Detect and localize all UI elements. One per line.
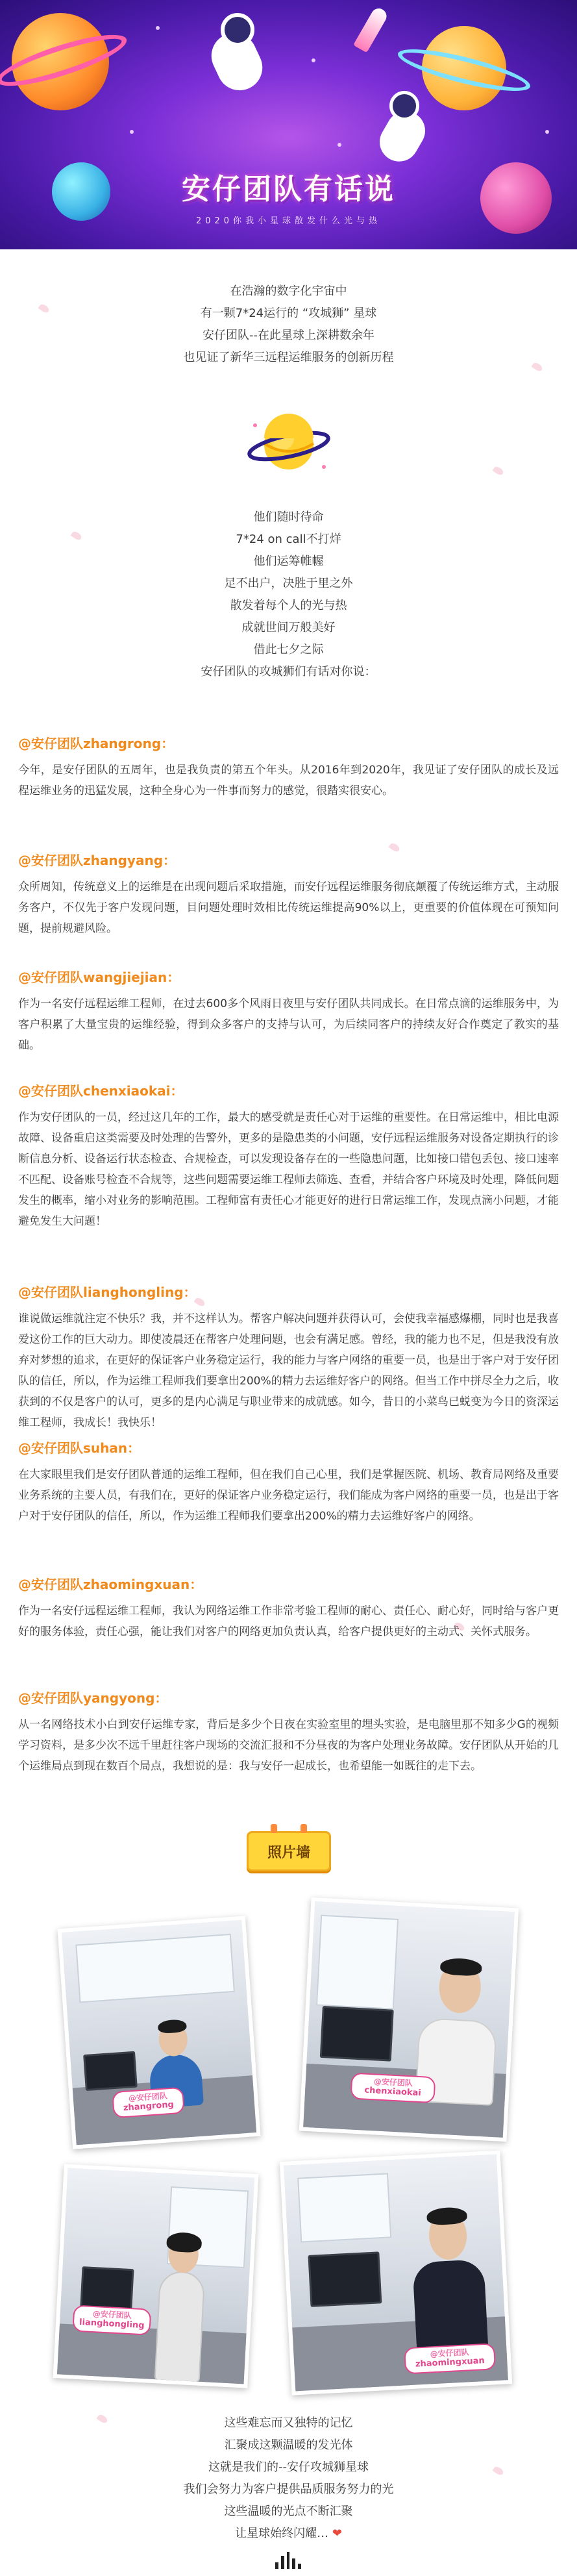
- hero-banner: [0, 0, 577, 249]
- closing-line: 我们会努力为客户提供品质服务努力的光: [183, 2482, 394, 2496]
- bar-segment: [287, 2552, 290, 2569]
- photo-tag-team: @安仔团队: [373, 2077, 413, 2088]
- message-author: @安仔团队zhangyang：: [18, 853, 177, 868]
- banner-subtitle: 2020你我小星球散发什么光与热: [195, 216, 382, 226]
- intro-line: 安仔团队--在此星球上深耕数余年: [203, 329, 374, 342]
- photo-tag: [350, 2072, 436, 2103]
- motto-line: 成就世间万般美好: [241, 621, 336, 634]
- astronaut-helmet-illustration: [221, 13, 254, 47]
- petal-decoration: [493, 465, 505, 476]
- intro-poem: [0, 281, 577, 369]
- closing-last-text: 让星球始终闪耀…: [235, 2527, 329, 2540]
- photo-tag-team: @安仔团队: [128, 2091, 168, 2103]
- star-decoration: [312, 58, 315, 62]
- motto-line: 他们运筹帷幄: [253, 555, 324, 568]
- person-figure: [154, 2270, 206, 2382]
- bar-segment: [292, 2558, 295, 2569]
- team-photo: [299, 1897, 519, 2142]
- message-author: @安仔团队wangjiejian：: [18, 969, 180, 985]
- closing-line: 这些温暖的光点不断汇聚: [224, 2505, 353, 2518]
- message-author: @安仔团队zhangrong：: [18, 736, 175, 751]
- photo-tag: [112, 2087, 185, 2118]
- motto-line: 安仔团队的攻城狮们有话对你说：: [201, 665, 376, 679]
- intro-line: 也见证了新华三远程运维服务的创新历程: [183, 351, 394, 364]
- message-author: @安仔团队yangyong：: [18, 1690, 168, 1706]
- photo-wall-title: 照片墙: [267, 1844, 310, 1861]
- closing-line: 这些难忘而又独特的记忆: [224, 2416, 353, 2430]
- star-decoration: [338, 143, 341, 147]
- bar-segment: [298, 2564, 301, 2569]
- team-photo: [53, 2164, 259, 2388]
- message-text: 众所周知，传统意义上的运维是在出现问题后采取措施，而安仔远程运维服务彻底颠覆了传统运维方式，主动服务客户，不仅先于客户发现问题，目问题处理时效相比传统运维提高90%以上，更重要的价值体现在可预知问题，提前规避风险。: [18, 881, 559, 935]
- monitor: [320, 2006, 394, 2062]
- bar-segment: [281, 2556, 284, 2569]
- intro-line: 有一颗7*24运行的 “攻城狮” 星球: [200, 306, 377, 320]
- message-text: 作为一名安仔远程运维工程师，我认为网络运维工作非常考验工程师的耐心、责任心、耐心好，同时给与客户更好的服务体验，责任心强，能让我们对客户的网络更加负责认真，给客户提供更好的主动式、关怀式服务。: [18, 1605, 559, 1638]
- motto-line: 散发着每个人的光与热: [230, 599, 347, 612]
- message-text: 今年，是安仔团队的五周年，也是我负责的第五个年头。从2016年到2020年，我见证了安仔团队的成长及远程运维业务的迅猛发展，这种全身心为一件事而努力的感觉，很踏实很安心。: [18, 764, 559, 797]
- banner-title: 安仔团队有话说: [182, 173, 395, 206]
- label-clip-decoration: [301, 1824, 307, 1833]
- photo-tag: [72, 2305, 151, 2335]
- photo-tag-name: zhangrong: [123, 2099, 175, 2113]
- star-decoration: [156, 26, 160, 30]
- monitor: [308, 2251, 382, 2307]
- office-window: [75, 1934, 235, 2003]
- message-text: 在大家眼里我们是安仔团队普通的运维工程师，但在我们自己心里，我们是掌握医院、机场、教育局网络及重要业务系统的主要人员，有我们在，更好的保证客户业务稳定运行，我们能成为客户网络的重要一员，也是出于客户对于安仔团队的信任，所以，作为运维工程师我们要拿出200%的精力去运维好客户的网络。: [18, 1468, 559, 1523]
- photo-tag-name: chenxiaokai: [364, 2085, 422, 2098]
- office-window: [297, 2173, 391, 2242]
- message-text: 作为一名安仔远程运维工程师，在过去600多个风雨日夜里与安仔团队共同成长。在日常点滴的运维服务中，为客户积累了大量宝贵的运维经验，得到众多客户的支持与认可，为后续同客户的持续友好合作奠定了教实的基础。: [18, 997, 559, 1052]
- closing-line: 汇聚成这颗温暖的发光体: [224, 2438, 353, 2452]
- message-author: @安仔团队zhaomingxuan：: [18, 1577, 203, 1592]
- monitor: [83, 2051, 138, 2091]
- photo-tag-team: @安仔团队: [92, 2309, 132, 2321]
- motto-line: 足不出户，决胜于里之外: [224, 577, 353, 590]
- message-block: [18, 1081, 559, 1232]
- astronaut-helmet-illustration: [389, 91, 419, 121]
- message-block: [18, 1575, 559, 1642]
- photo-tag: [404, 2343, 496, 2374]
- message-block: [18, 1282, 559, 1433]
- audio-bars-icon: [275, 2552, 301, 2569]
- motto-line: 7*24 on call不打烊: [236, 532, 341, 546]
- motto-line: 借此七夕之际: [253, 643, 324, 657]
- message-text: 从一名网络技术小白到安仔运维专家，背后是多少个日夜在实验室里的埋头实验，是电脑里那不知多少G的视频学习资料，是多少次不远千里赶往客户现场的交流汇报和不分昼夜的为客户处理业务故障。安仔团队从开始的几个运维局点到现在数百个局点，我想说的是：我与安仔一起成长，也希望能一如既往的走下去。: [18, 1718, 559, 1773]
- closing-line: [0, 2523, 577, 2545]
- message-block: [18, 734, 559, 801]
- message-author: @安仔团队suhan：: [18, 1440, 141, 1456]
- bar-segment: [275, 2562, 278, 2569]
- motto-line: 他们随时待命: [253, 510, 324, 524]
- photo-tag-team: @安仔团队: [430, 2347, 469, 2359]
- message-block: [18, 1438, 559, 1527]
- team-photo: [280, 2150, 512, 2395]
- star-decoration: [130, 130, 134, 134]
- closing-poem: [0, 2412, 577, 2545]
- label-clip-decoration: [271, 1824, 277, 1833]
- message-block: [18, 1688, 559, 1777]
- motto-poem: [0, 506, 577, 683]
- photo-tag-name: lianghongling: [79, 2317, 145, 2331]
- heart-icon: ❤: [332, 2527, 342, 2540]
- star-decoration: [545, 130, 549, 134]
- message-text: 作为安仔团队的一员，经过这几年的工作，最大的感受就是责任心对于运维的重要性。在日常运维中，相比电源故障、设备重启这类需要及时处理的告警外，更多的是隐患类的小问题，安仔远程运维服务对设备定期执行的诊断信息分析、设备运行状态检查、合规检查，可以发现设备存在的一些隐患问题，比如接口错包丢包、接口速率不匹配、设备账号检查不合规等，这些问题需要运维工程师去筛选、查看，并结合客户环境及时处理，降低问题发生的概率，缩小对业务的影响范围。工程师富有责任心才能更好的进行日常运维工作，发现点滴小问题，才能避免发生大问题！: [18, 1111, 559, 1228]
- planet-icon: [246, 412, 332, 477]
- person-figure: [412, 2259, 488, 2354]
- photo-tag-name: zhaomingxuan: [415, 2355, 485, 2370]
- closing-line: 这就是我们的--安仔攻城狮星球: [208, 2460, 369, 2474]
- rocket-illustration: [353, 6, 389, 53]
- office-window: [316, 1915, 399, 2010]
- banner-title-block: [0, 166, 577, 226]
- team-photo: [57, 1916, 260, 2149]
- message-block: [18, 851, 559, 939]
- message-author: @安仔团队chenxiaokai：: [18, 1083, 184, 1099]
- message-author: @安仔团队lianghongling：: [18, 1284, 197, 1300]
- photo-wall-label: [247, 1831, 331, 1871]
- message-block: [18, 968, 559, 1056]
- intro-line: 在浩瀚的数字化宇宙中: [230, 284, 347, 298]
- message-text: 谁说做运维就注定不快乐？我，并不这样认为。帮客户解决问题并获得认可，会使我幸福感爆棚，同时也是我喜爱这份工作的巨大动力。即使凌晨还在帮客户处理问题，也会有满足感。曾经，我的能力也不足，但是我没有放弃对梦想的追求，在更好的保证客户业务稳定运行，我的能力与客户网络的重要一员，也是出于客户对于安仔团队的信任，所以，作为运维工程师我们要拿出200%的精力去运维好客户的网络。但当工作中拼尽全力之后，收获到的不仅是客户的认可，更多的是内心满足与职业带来的成就感。如今，昔日的小菜鸟已蜕变为今日的资深运维工程师，我成长！我快乐！: [18, 1312, 559, 1429]
